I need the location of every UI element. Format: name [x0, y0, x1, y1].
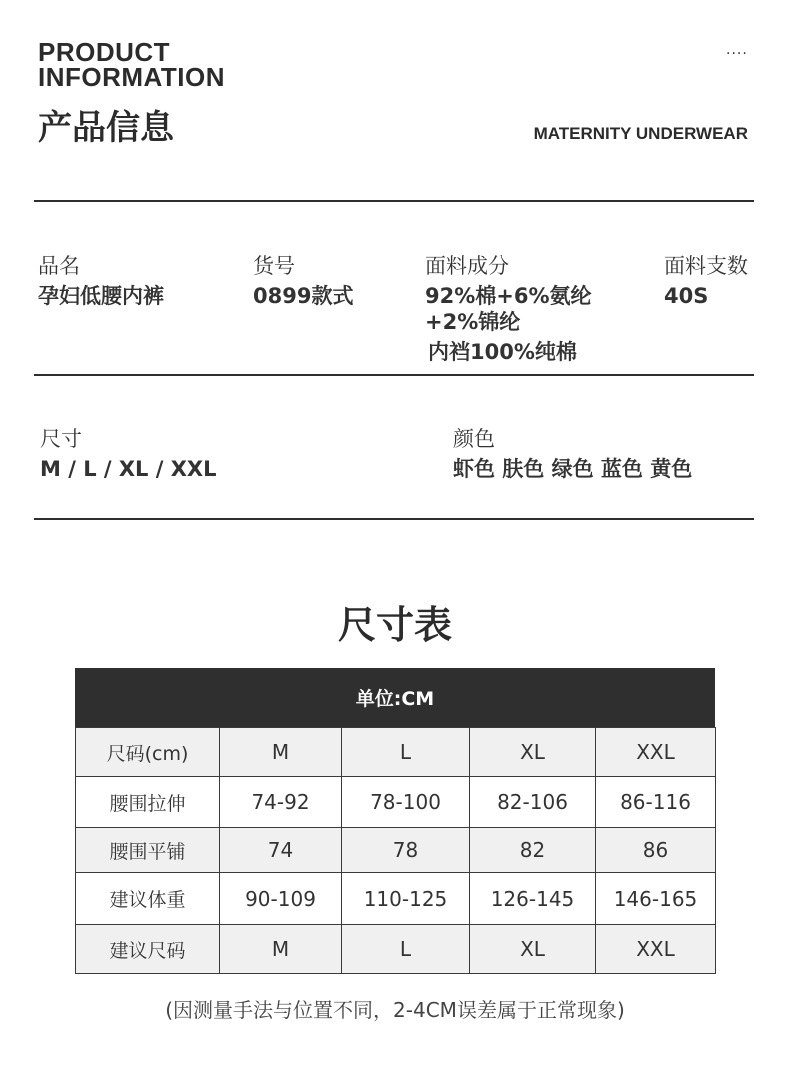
name-value: 孕妇低腰内裤 — [38, 284, 164, 308]
table-cell: XL — [470, 925, 596, 974]
table-cell: 146-165 — [596, 873, 716, 925]
table-cell: M — [220, 925, 342, 974]
size-chart-title: 尺寸表 — [337, 603, 452, 647]
table-cell: 82-106 — [470, 777, 596, 828]
table-cell: 110-125 — [342, 873, 470, 925]
table-cell: XXL — [596, 728, 716, 777]
table-cell: L — [342, 728, 470, 777]
table-cell: 腰围平铺 — [76, 828, 220, 873]
more-dots-icon: .... — [726, 42, 748, 58]
fabric-label: 面料成分 — [425, 254, 509, 278]
fabric-line1: 92%棉+6%氨纶 — [425, 284, 592, 308]
fabric-line2: +2%锦纶 — [425, 310, 521, 334]
table-row — [76, 873, 716, 925]
title-cn: 产品信息 — [38, 108, 174, 148]
table-cell: L — [342, 925, 470, 974]
table-cell: M — [220, 728, 342, 777]
table-cell: 86 — [596, 828, 716, 873]
color-value: 虾色 肤色 绿色 蓝色 黄色 — [453, 457, 693, 481]
size-label: 尺寸 — [40, 427, 82, 451]
subtitle: MATERNITY UNDERWEAR — [533, 124, 748, 143]
table-cell: 90-109 — [220, 873, 342, 925]
table-row — [76, 925, 716, 974]
count-value: 40S — [664, 284, 709, 308]
size-value: M / L / XL / XXL — [40, 457, 217, 481]
table-cell: 74 — [220, 828, 342, 873]
title-en-line2: INFORMATION — [38, 62, 225, 92]
title-en — [38, 37, 225, 92]
table-cell: 78 — [342, 828, 470, 873]
table-cell: 建议体重 — [76, 873, 220, 925]
table-cell: 126-145 — [470, 873, 596, 925]
name-label: 品名 — [38, 254, 80, 278]
table-cell: XL — [470, 728, 596, 777]
divider-middle — [34, 374, 754, 376]
unit-header: 单位:CM — [75, 668, 715, 727]
size-chart-table — [75, 668, 715, 974]
table-cell: 尺码(cm) — [76, 728, 220, 777]
divider-top — [34, 200, 754, 202]
table-header-row — [76, 728, 716, 777]
divider-bottom — [34, 518, 754, 520]
table-row — [76, 828, 716, 873]
table-cell: 建议尺码 — [76, 925, 220, 974]
measurement-note: (因测量手法与位置不同，2-4CM误差属于正常现象) — [165, 998, 625, 1022]
table-cell: 78-100 — [342, 777, 470, 828]
table-cell: 腰围拉伸 — [76, 777, 220, 828]
code-label: 货号 — [253, 254, 295, 278]
title-en-line1: PRODUCT — [38, 37, 171, 67]
table-cell: 82 — [470, 828, 596, 873]
code-value: 0899款式 — [253, 284, 354, 308]
table-cell: 86-116 — [596, 777, 716, 828]
size-table-grid — [75, 727, 716, 974]
color-label: 颜色 — [453, 427, 495, 451]
table-cell: 74-92 — [220, 777, 342, 828]
table-row — [76, 777, 716, 828]
fabric-line3: 内裆100%纯棉 — [428, 340, 577, 364]
count-label: 面料支数 — [664, 254, 748, 278]
table-cell: XXL — [596, 925, 716, 974]
